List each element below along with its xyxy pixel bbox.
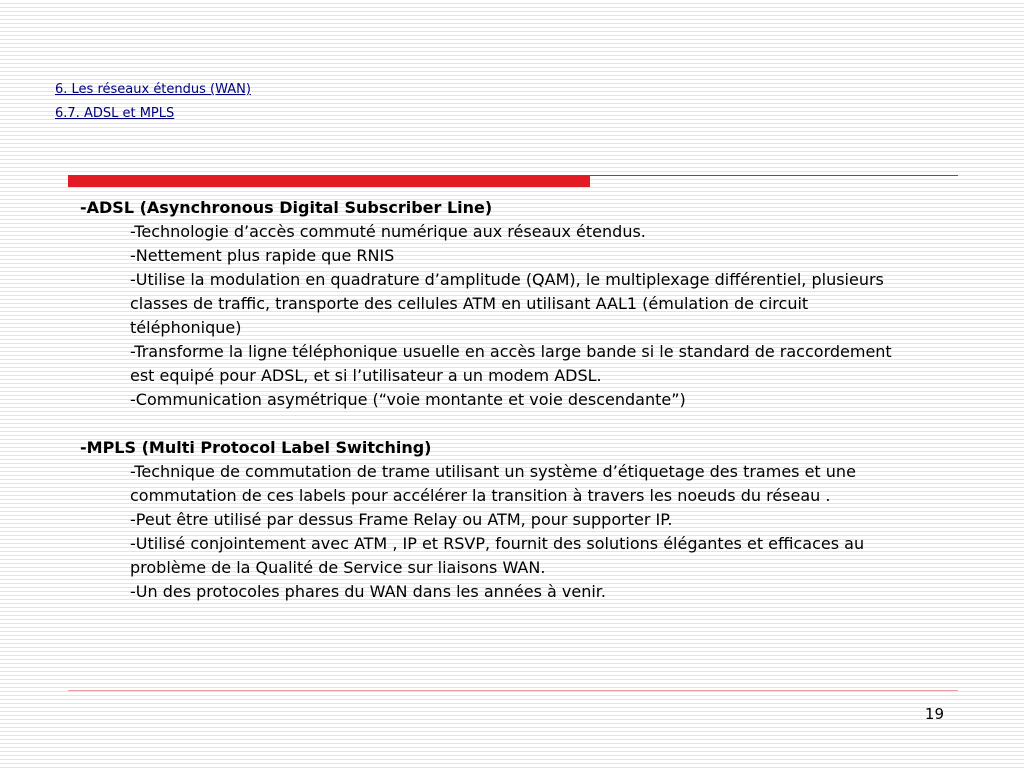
mpls-item: -Utilisé conjointement avec ATM , IP et RSVP, fournit des solutions élégantes et efficaces au problème de la Qualité de Service sur liaisons WAN.	[130, 534, 865, 577]
adsl-item: -Utilise la modulation en quadrature d’amplitude (QAM), le multiplexage différentiel, plusieurs classes de traffic, transporte des cellules ATM en utilisant AAL1 (émulation de circuit téléphonique)	[130, 270, 884, 337]
section-title-text: ADSL (Asynchronous Digital Subscriber Line)	[86, 198, 493, 217]
page-number: 19	[924, 705, 944, 723]
header-chapter: 6. Les réseaux étendus (WAN)	[55, 82, 251, 97]
header-section: 6.7. ADSL et MPLS	[55, 106, 175, 121]
section-mpls	[80, 436, 900, 604]
adsl-item: -Technologie d’accès commuté numérique aux réseaux étendus.	[130, 222, 646, 241]
footer-divider	[68, 690, 958, 691]
title-divider	[68, 175, 958, 187]
section-dash: -	[80, 198, 87, 217]
section-spacer	[80, 412, 900, 436]
adsl-item: -Communication asymétrique (“voie montante et voie descendante”)	[130, 390, 686, 409]
section-title-adsl	[80, 196, 900, 220]
accent-line	[590, 175, 958, 176]
section-title-mpls	[80, 436, 900, 460]
section-adsl	[80, 196, 900, 412]
section-dash: -	[80, 438, 87, 457]
mpls-item: -Technique de commutation de trame utilisant un système d’étiquetage des trames et une commutation de ces labels pour accélérer la transition à travers les noeuds du réseau .	[130, 462, 856, 505]
slide-body	[80, 196, 900, 604]
section-title-text: MPLS (Multi Protocol Label Switching)	[86, 438, 432, 457]
adsl-item: -Nettement plus rapide que RNIS	[130, 246, 395, 265]
mpls-item: -Un des protocoles phares du WAN dans les années à venir.	[130, 582, 606, 601]
adsl-item: -Transforme la ligne téléphonique usuelle en accès large bande si le standard de raccordement est equipé pour ADSL, et si l’utilisateur a un modem ADSL.	[130, 342, 892, 385]
accent-bar	[68, 175, 590, 187]
slide-header	[55, 78, 251, 126]
mpls-item: -Peut être utilisé par dessus Frame Relay ou ATM, pour supporter IP.	[130, 510, 673, 529]
